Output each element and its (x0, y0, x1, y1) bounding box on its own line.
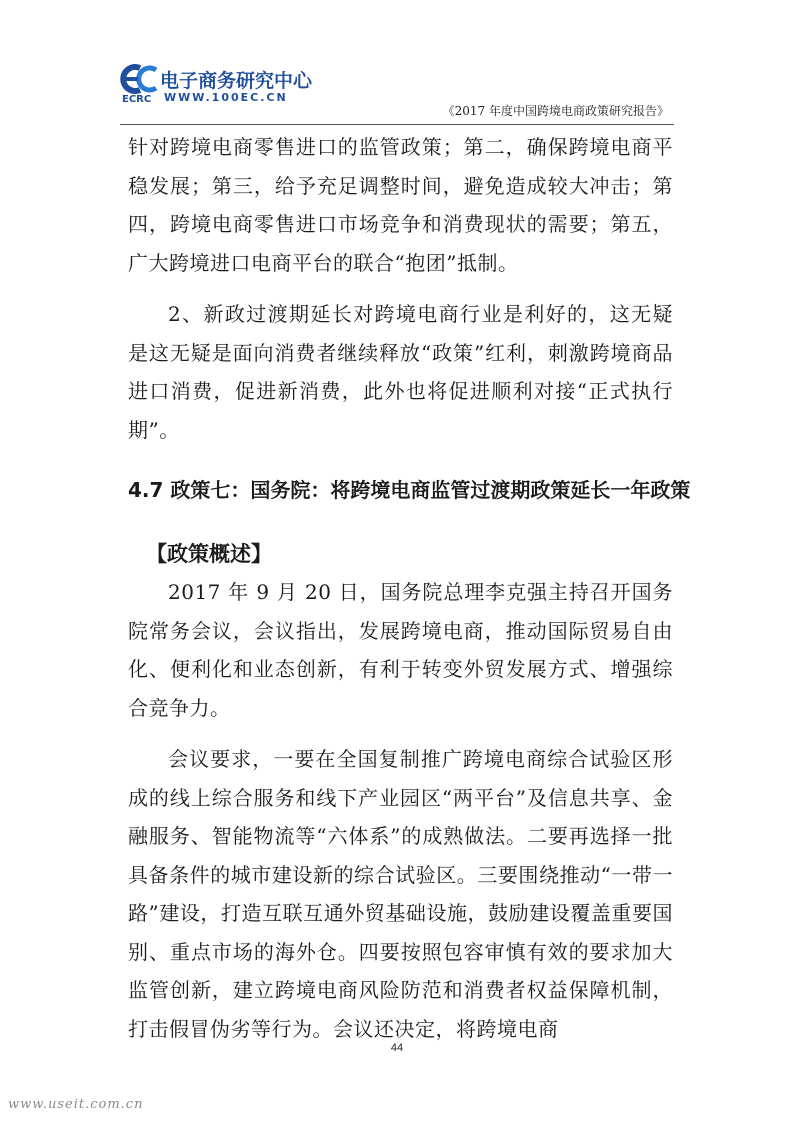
logo-name: 电子商务研究中心 (160, 70, 313, 92)
ecrc-logo (120, 64, 320, 108)
page-number: 44 (390, 1042, 404, 1054)
paragraph-meeting-summary: 2017 年 9 月 20 日，国务院总理李克强主持召开国务院常务会议，会议指出，发展跨境电商，推动国际贸易自由化、便利化和业态创新，有利于转变外贸发展方式、增强综合竞争力。 (128, 580, 673, 720)
logo-url: WWW.100EC.CN (164, 91, 288, 104)
section-heading: 4.7 政策七：国务院：将跨境电商监管过渡期政策延长一年政策 (128, 478, 691, 502)
ecrc-logo-mark-icon (120, 64, 164, 94)
paragraph-meeting-requirements: 会议要求，一要在全国复制推广跨境电商综合试验区形成的线上综合服务和线下产业园区“两平台”及信息共享、金融服务、智能物流等“六体系”的成熟做法。二要再选择一批具备条件的城市建设新的综合试验区。三要围绕推动“一带一路”建设，打造互联互通外贸基础设施，鼓励建设覆盖重要国别、重点市场的海外仓。四要按照包容审慎有效的要求加大监管创新，建立跨境电商风险防范和消费者权益保障机制，打击假冒伪劣等行为。会议还决定，将跨境电商 (128, 747, 673, 1041)
report-title: 《2017 年度中国跨境电商政策研究报告》 (442, 104, 669, 118)
logo-abbreviation: ECRC (122, 94, 152, 105)
page-content (128, 128, 691, 1048)
header-divider (120, 124, 674, 125)
paragraph-point-2: 2、新政过渡期延长对跨境电商行业是利好的，这无疑是这无疑是面向消费者继续释放“政策”红利，刺激跨境商品进口消费，促进新消费，此外也将促进顺利对接“正式执行期”。 (128, 302, 673, 442)
policy-overview-heading: 【政策概述】 (146, 541, 272, 566)
watermark: www.useit.com.cn (8, 1097, 144, 1112)
paragraph-continuation: 针对跨境电商零售进口的监管政策；第二，确保跨境电商平稳发展；第三，给予充足调整时间，避免造成较大冲击；第四，跨境电商零售进口市场竞争和消费现状的需要；第五，广大跨境进口电商平台的联合“抱团”抵制。 (128, 135, 673, 275)
